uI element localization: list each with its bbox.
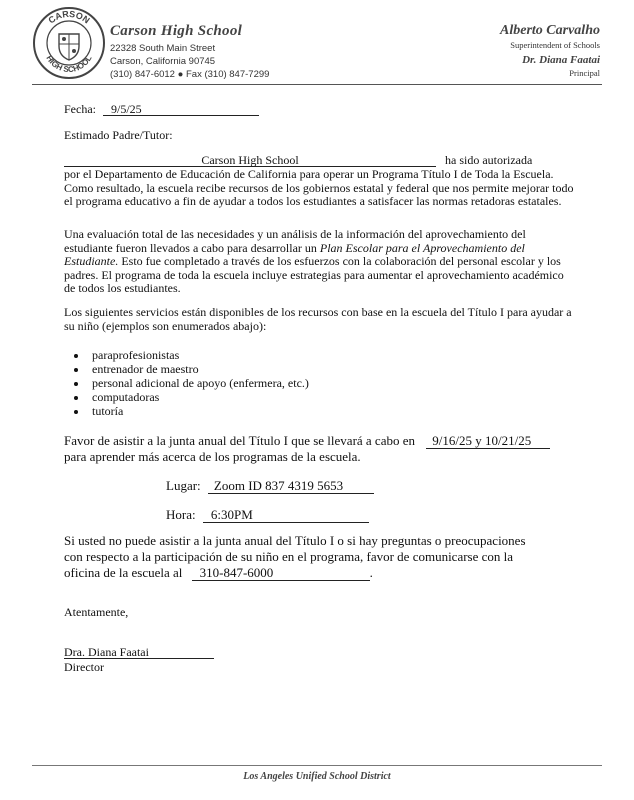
meeting-dates: 9/16/25 y 10/21/25 <box>426 434 550 449</box>
location-value: Zoom ID 837 4319 5653 <box>208 479 374 494</box>
meeting-line: Favor de asistir a la junta anual del Título I que se llevará a cabo en 9/16/25 y 10/21/25 <box>64 433 594 449</box>
contact-phone: 310-847-6000 <box>192 566 370 581</box>
signature-block <box>64 646 214 674</box>
paragraph-1-line: el programa educativo a fin de ayudar a todos los estudiantes a satisfacer las normas retadoras estatales. <box>64 194 562 209</box>
greeting: Estimado Padre/Tutor: <box>64 128 173 142</box>
paragraph-2-line: Estudiante. Esto fue completado a través de los esfuerzos con la colaboración del personal escolar y los <box>64 254 561 269</box>
closing: Atentamente, <box>64 605 129 619</box>
location-line <box>166 478 374 494</box>
superintendent-title: Superintendent of Schools <box>510 40 600 50</box>
school-address-street: 22328 South Main Street <box>110 43 216 54</box>
school-address-city: Carson, California 90745 <box>110 56 216 67</box>
contact-line: Si usted no puede asistir a la junta anual del Título I o si hay preguntas o preocupaciones <box>64 533 526 548</box>
service-item: • personal adicional de apoyo (enfermera, etc.) <box>88 376 309 390</box>
school-seal-logo <box>32 6 106 80</box>
school-field: Carson High School <box>64 154 436 167</box>
plan-title: Plan Escolar para el Aprovechamiento del <box>319 240 525 255</box>
paragraph-3-line: su niño (ejemplos son enumerados abajo): <box>64 318 267 333</box>
meeting-line: para aprender más acerca de los programas de la escuela. <box>64 449 361 464</box>
school-name: Carson High School <box>110 23 243 39</box>
school-phone-fax: (310) 847-6012 ● Fax (310) 847-7299 <box>110 69 270 80</box>
principal-name: Dr. Diana Faatai <box>522 54 600 66</box>
authorization-line <box>64 154 574 168</box>
date-line <box>64 103 259 117</box>
paragraph-1 <box>64 168 584 209</box>
date-label: Fecha: <box>64 102 96 116</box>
time-label: Hora: <box>166 507 196 522</box>
contact-line: con respecto a la participación de su niño en el programa, favor de comunicarse con la <box>64 549 514 564</box>
service-item: • computadoras <box>88 390 309 404</box>
date-value: 9/5/25 <box>103 103 259 116</box>
superintendent-name: Alberto Carvalho <box>500 23 600 38</box>
paragraph-1-line: por el Departamento de Educación de California para operar un Programa Título I de Toda la Escuela. <box>64 167 554 181</box>
paragraph-2-line: padres. El programa de toda la escuela incluye estrategias para aumentar el aprovechamiento académico <box>64 267 564 282</box>
plan-title-end: Estudiante. <box>64 254 119 269</box>
footer-divider <box>32 765 602 766</box>
authorized-text: ha sido autorizada <box>445 153 533 167</box>
header-divider <box>32 84 602 85</box>
time-value: 6:30PM <box>203 508 369 523</box>
service-item: • entrenador de maestro <box>88 362 309 376</box>
signer-title: Director <box>64 659 104 674</box>
location-label: Lugar: <box>166 478 201 493</box>
paragraph-2-line: de todos los estudiantes. <box>64 281 181 296</box>
service-item: • paraprofesionistas <box>88 348 309 362</box>
meeting-paragraph <box>64 433 594 465</box>
paragraph-2-line: estudiante fueron llevados a cabo para desarrollar un Plan Escolar para el Aprovechamiento del <box>64 240 525 255</box>
principal-title: Principal <box>569 68 600 78</box>
time-line <box>166 507 369 523</box>
paragraph-3 <box>64 306 579 333</box>
paragraph-1-line: Como resultado, la escuela recibe recursos de los gobiernos estatal y federal que nos permite mejorar todo <box>64 180 574 195</box>
signer-name: Dra. Diana Faatai <box>64 646 214 659</box>
svg-text:CARSON: CARSON <box>46 8 92 26</box>
svg-text:HIGH SCHOOL: HIGH SCHOOL <box>44 53 94 75</box>
contact-line: oficina de la escuela al 310-847-6000 . <box>64 565 373 580</box>
paragraph-2 <box>64 228 569 296</box>
footer-district: Los Angeles Unified School District <box>243 771 391 782</box>
service-item: • tutoría <box>88 404 309 418</box>
services-list <box>70 348 309 418</box>
contact-paragraph <box>64 533 594 581</box>
paragraph-2-line: Una evaluación total de las necesidades y un análisis de la información del aprovechamiento del <box>64 227 526 241</box>
paragraph-3-line: Los siguientes servicios están disponibles de los recursos con base en la escuela del Título I para ayudar a <box>64 305 572 319</box>
